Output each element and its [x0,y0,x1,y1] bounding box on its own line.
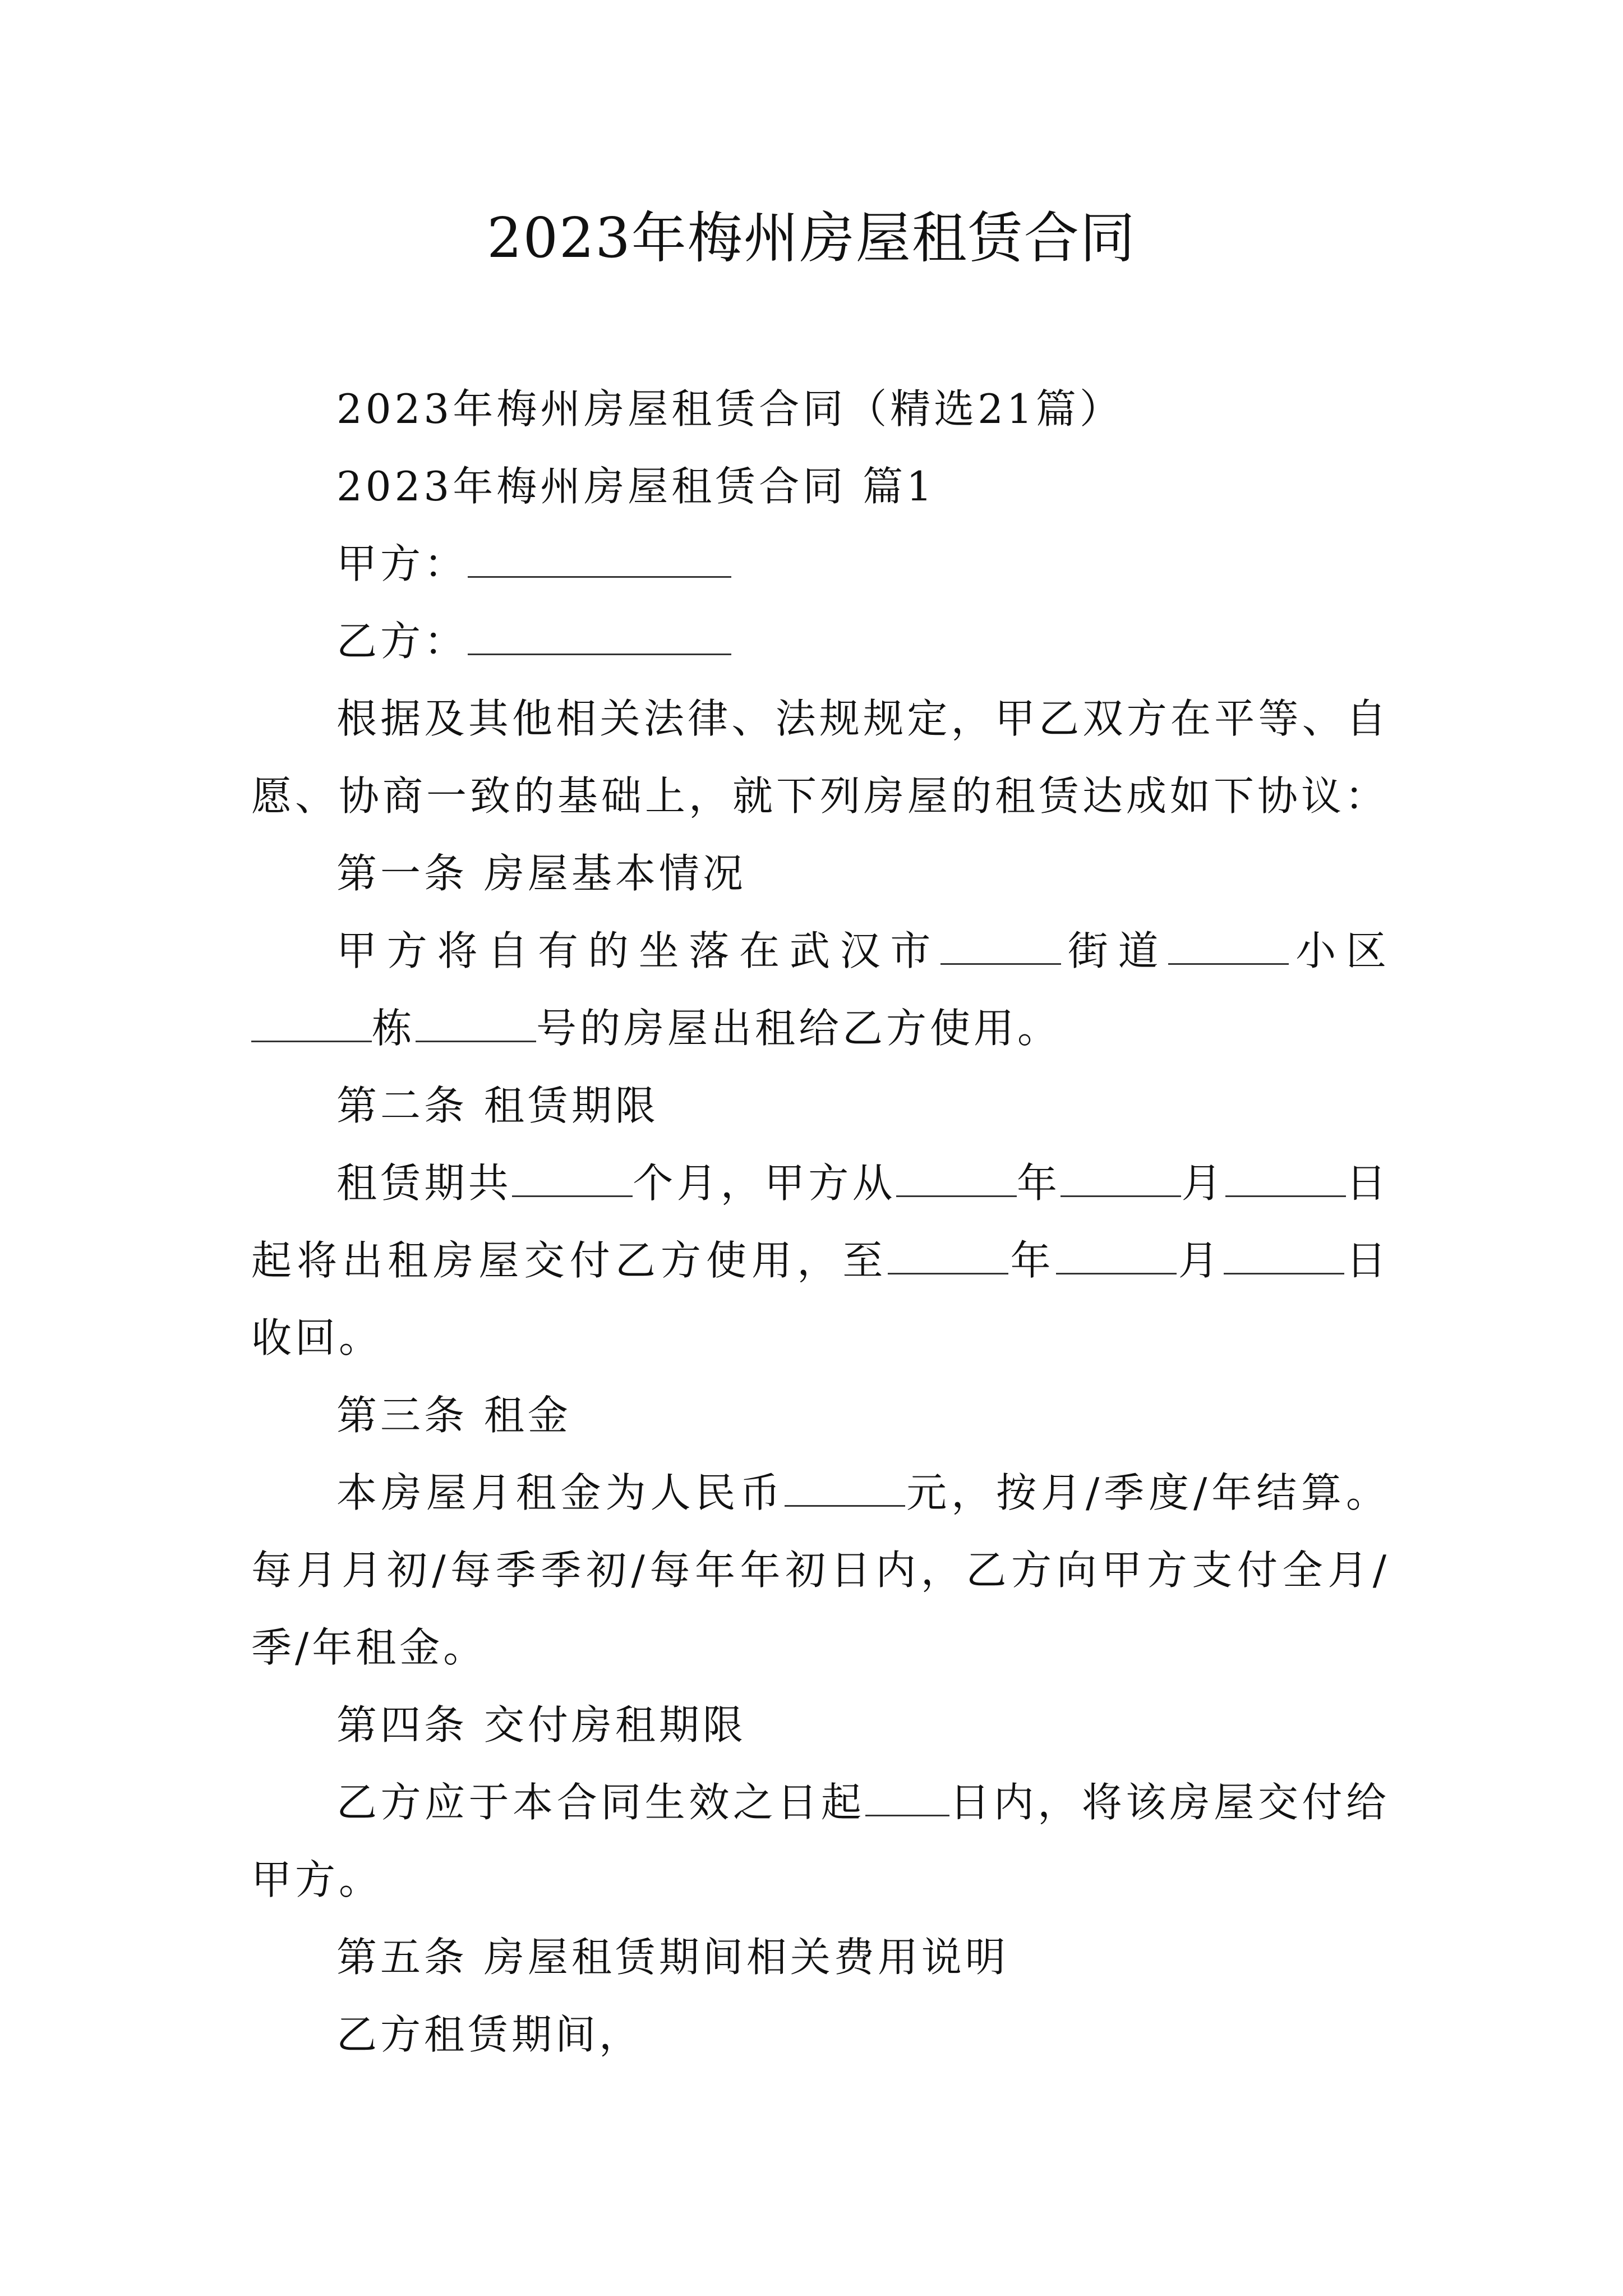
article-2-text-h: 日收回。 [251,1237,1390,1361]
article-1-text-c: 小区 [1289,927,1390,974]
article-2-blank-end-day [1224,1239,1344,1274]
article-5-title: 第五条 房屋租赁期间相关费用说明 [336,1934,1009,1981]
party-b-label: 乙方： [336,618,468,665]
document-title: 2023年梅州房屋租赁合同 [487,206,1136,270]
article-1-blank-city [940,930,1061,965]
article-2-blank-end-month [1056,1239,1177,1274]
article-3-blank-rent [785,1471,905,1507]
article-4-title: 第四条 交付房租期限 [336,1701,746,1749]
article-4-blank-days [865,1781,949,1816]
article-1-text-e: 号的房屋出租给乙方使用。 [536,1005,1062,1052]
article-2-title: 第二条 租赁期限 [336,1082,659,1129]
article-2-text-c: 年 [1016,1159,1061,1207]
article-5-body: 乙方租赁期间， [336,2011,643,2058]
article-3-title: 第三条 租金 [336,1392,571,1439]
article-1-text-a: 甲方将自有的坐落在武汉市 [336,927,941,974]
article-1-blank-community [251,1007,372,1042]
document-body [251,370,1390,2073]
article-3-body [251,1454,1390,1686]
article-2-blank-months [512,1162,633,1197]
article-2-blank-start-year [896,1162,1017,1197]
article-3-text-b: 元，按月/季度/年结算。每月月初/每季季初/每年年初日内，乙方向甲方支付全月/季/年租金。 [251,1469,1390,1671]
article-2-blank-start-month [1061,1162,1181,1197]
article-1-text-d: 栋 [372,1005,416,1052]
article-1-blank-street [1168,930,1289,965]
chapter-heading: 2023年梅州房屋租赁合同 篇1 [336,463,935,510]
article-2-blank-end-year [888,1239,1008,1274]
party-a-blank [468,542,731,578]
party-b-line [251,602,1390,680]
article-4-text-a: 乙方应于本合同生效之日起 [336,1779,865,1826]
article-2-text-g: 月 [1176,1237,1224,1284]
party-a-label: 甲方： [336,540,468,587]
intro-paragraph: 根据及其他相关法律、法规规定，甲乙双方在平等、自愿、协商一致的基础上，就下列房屋的租赁达成如下协议： [251,695,1390,820]
article-4-body [251,1764,1390,1918]
party-a-line [251,525,1390,602]
subtitle-line: 2023年梅州房屋租赁合同（精选21篇） [336,385,1123,432]
article-2-text-e: 日起将出租房屋交付乙方使用，至 [251,1159,1390,1284]
article-4-text-b: 日内，将该房屋交付给甲方。 [251,1779,1390,1903]
article-2-text-f: 年 [1008,1237,1056,1284]
article-2-text-b: 个月，甲方从 [632,1159,896,1207]
article-2-blank-start-day [1225,1162,1346,1197]
article-1-blank-building [416,1007,536,1042]
article-3-text-a: 本房屋月租金为人民币 [336,1469,785,1516]
party-b-blank [468,620,731,655]
article-2-text-d: 月 [1181,1159,1225,1207]
article-2-body [251,1144,1390,1377]
article-2-text-a: 租赁期共 [336,1159,512,1207]
article-1-body [251,912,1390,1067]
article-1-title: 第一条 房屋基本情况 [336,850,746,897]
article-1-text-b: 街道 [1061,927,1169,974]
